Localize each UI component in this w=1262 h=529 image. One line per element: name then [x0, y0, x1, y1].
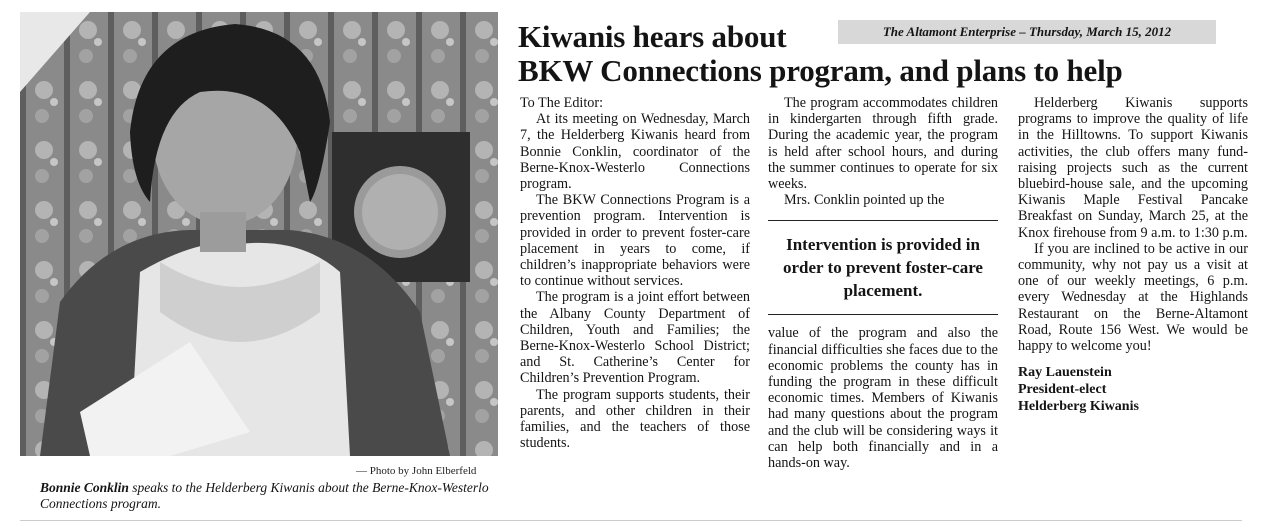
paragraph-2: The BKW Connections Program is a prevention program. Intervention is provided in order to prevent foster-care placement in years to come, if children’s inappropriate behaviors were to continue without services.	[520, 192, 750, 290]
photo-caption	[40, 480, 500, 512]
caption-name: Bonnie Conklin	[40, 480, 129, 495]
signature-org: Helderberg Kiwanis	[1018, 399, 1139, 415]
paragraph-1: At its meeting on Wednesday, March 7, the Helderberg Kiwanis heard from Bonnie Conklin, coordinator of the Berne-Knox-Westerlo Connections program.	[520, 111, 750, 193]
paragraph-4: The program supports students, their parents, and other children in their families, and the teachers of those students.	[520, 386, 750, 452]
signature-title: President-elect	[1018, 382, 1107, 398]
paragraph-5: The program accommodates children in kindergarten through fifth grade. During the academic year, the program is held after school hours, and during the summer continues to operate for six weeks.	[768, 95, 998, 193]
bottom-divider	[20, 520, 1242, 521]
signature-name: Ray Lauenstein	[1018, 365, 1112, 381]
headline-line-2: BKW Connections program, and plans to help	[518, 53, 1123, 88]
paragraph-3: The program is a joint effort between the Albany County Department of Children, Youth and Families; the Berne-Knox-Westerlo School District; and St. Catherine’s Center for Children’s Prevention Program.	[520, 289, 750, 387]
paragraph-7: Helderberg Kiwanis supports programs to improve the quality of life in the Hilltowns. To support Kiwanis activities, the club offers many fund-raising projects such as the current bluebird-house sale, and the upcoming Kiwanis Maple Festival Pancake Breakfast on Sunday, March 25, at the Knox firehouse from 9 a.m. to 1:30 p.m.	[1018, 95, 1248, 241]
caption-text: speaks to the Helderberg Kiwanis about the Berne-Knox-Westerlo Connections program.	[40, 480, 489, 511]
article-photo	[20, 12, 498, 456]
photo-illustration	[20, 12, 498, 456]
photo-credit: — Photo by John Elberfeld	[356, 465, 477, 477]
headline	[518, 20, 1238, 88]
article-column-1	[520, 95, 750, 451]
article-column-2	[768, 95, 998, 471]
salutation: To The Editor:	[520, 95, 604, 111]
pull-quote: Intervention is provided in order to prevent foster-care placement.	[768, 220, 998, 315]
article-column-3	[1018, 95, 1248, 415]
masthead: The Altamont Enterprise – Thursday, March 15, 2012	[838, 20, 1216, 44]
paragraph-8: If you are inclined to be active in our community, why not pay us a visit at one of our weekly meetings, 6 p.m. every Wednesday at the Highlands Restaurant on the Berne-Altamont Road, Route 156 West. We would be happy to welcome you!	[1018, 240, 1248, 355]
headline-line-1: Kiwanis hears about	[518, 19, 787, 54]
paragraph-6a: Mrs. Conklin pointed up the	[784, 192, 945, 209]
signature-block	[1018, 364, 1248, 415]
paragraph-6b: value of the program and also the financial difficulties she faces due to the economic problems the county has in funding the program in these difficult economic times. Members of Kiwanis had many questions about the program and the club will be considering ways it can help both financially and in a hands-on way.	[768, 325, 998, 472]
